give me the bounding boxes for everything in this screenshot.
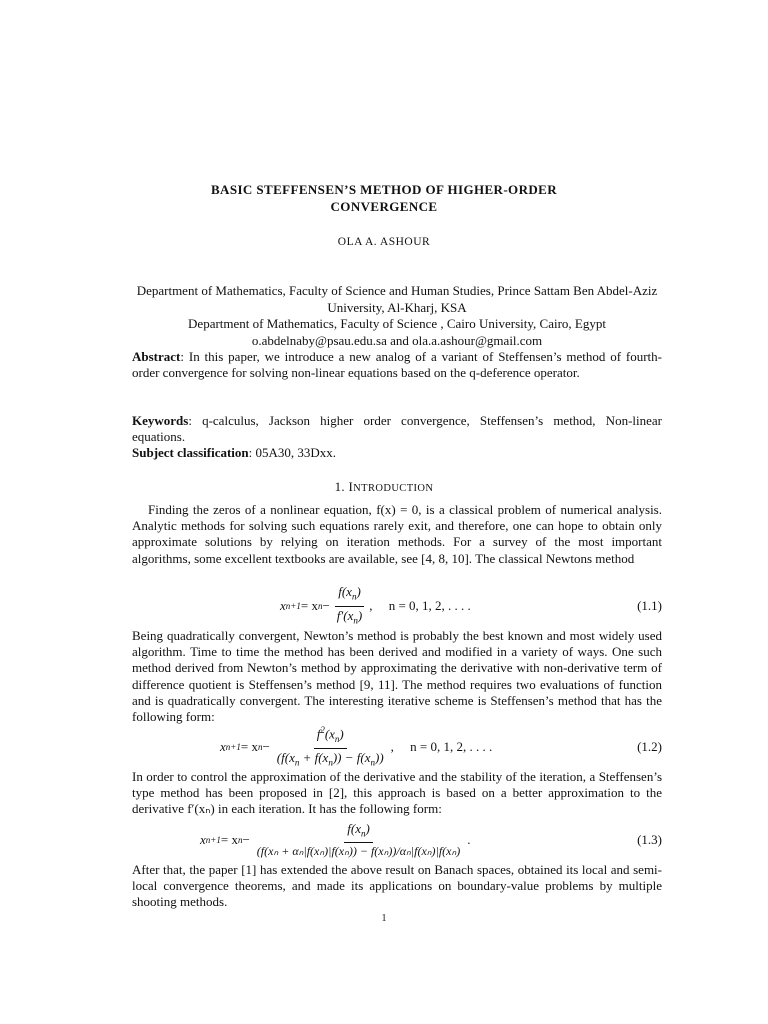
affiliation-2: Department of Mathematics, Faculty of Science , Cairo University, Cairo, Egypt bbox=[188, 316, 606, 331]
subject-text: : 05A30, 33Dxx. bbox=[248, 445, 337, 461]
abstract-label: Abstract bbox=[132, 349, 181, 364]
page-number: 1 bbox=[381, 913, 387, 924]
section-title-rest: NTRODUCTION bbox=[353, 483, 434, 494]
affiliation-1: Department of Mathematics, Faculty of Science and Human Studies, Prince Sattam Ben Abdel-Aziz University, Al-Kharj, KSA bbox=[136, 283, 658, 315]
abstract-text: : In this paper, we introduce a new analog of a variant of Steffensen’s method of fourth-order convergence for solving non-linear equations based on the q-deference operator. bbox=[132, 349, 662, 381]
keywords-block bbox=[132, 413, 662, 462]
title-line-1: BASIC STEFFENSEN’S METHOD OF HIGHER-ORDER bbox=[210, 182, 558, 197]
author-name: OLA A. ASHOUR bbox=[337, 236, 431, 248]
keywords-label: Keywords bbox=[132, 413, 189, 428]
paragraph-2: Being quadratically convergent, Newton’s method is probably the best known and most widely used algorithm. Time to time the method has been derived and modified in a variety of ways. One such method derived from Newton’s method by approximating the derivative with non-derivative term of difference quotient is Steffensen’s method [9, 11]. The method requires two evaluations of function and is quadratically convergent. The interesting iterative scheme is Steffensen’s method that has the following form: bbox=[132, 628, 662, 725]
fraction: $\frac{f^2(x_n)}{(f(x_n + f(x_n)) - f(x_n))}$ bbox=[276, 725, 384, 768]
affiliations bbox=[132, 283, 662, 349]
title-line-2: CONVERGENCE bbox=[330, 199, 438, 214]
equation-number: (1.2) bbox=[637, 739, 662, 754]
equation-number: (1.3) bbox=[637, 832, 662, 847]
equation-number: (1.1) bbox=[637, 598, 662, 613]
section-heading bbox=[0, 479, 768, 495]
paragraph-4: After that, the paper [1] has extended the above result on Banach spaces, obtained its local and semi-local convergence theorems, and made its applications on boundary-value problems by multiple shooting methods. bbox=[132, 862, 662, 910]
subject-label: Subject classification bbox=[132, 445, 249, 461]
paper-title bbox=[0, 181, 768, 215]
section-title-first: I bbox=[348, 479, 354, 494]
equation-1-1 bbox=[132, 583, 662, 626]
author-emails: o.abdelnaby@psau.edu.sa and ola.a.ashour@gmail.com bbox=[251, 332, 543, 348]
equation-1-3 bbox=[132, 820, 662, 860]
keywords-text: : q-calculus, Jackson higher order convergence, Steffensen’s method, Non-linear equations. bbox=[132, 413, 662, 445]
equation-1-3-body: x n+1 = x n − $\frac{f(x_n)}{\text{(f(xₙ + αₙ|f(xₙ)|f(xₙ)) − f(xₙ))/αₙ|f(xₙ)|f(xₙ)}}$ . bbox=[200, 820, 471, 859]
paragraph-1: Finding the zeros of a nonlinear equation, f(x) = 0, is a classical problem of numerical analysis. Analytic methods for solving such equations rarely exit, and therefore, one can hope to obtain only approximate solutions by relying on iteration methods. For a survey of the most important algorithms, some excellent textbooks are available, see [4, 8, 10]. The classical Newtons method bbox=[132, 502, 662, 566]
fraction: $\frac{f(x_n)}{f'(x_n)}$ bbox=[336, 583, 363, 626]
equation-1-1-body: x n+1 = x n − $\frac{f(x_n)}{f'(x_n)}$ , n = 0, 1, 2, . . . . bbox=[280, 586, 471, 626]
paragraph-3: In order to control the approximation of the derivative and the stability of the iteration, a Steffensen’s type method has been proposed in [2], this approach is based on a better approximation to the derivative f′(xₙ) in each iteration. It has the following form: bbox=[132, 769, 662, 817]
abstract bbox=[132, 349, 662, 381]
fraction: $\frac{f(x_n)}{\text{(f(xₙ + αₙ|f(xₙ)|f(xₙ)) − f(xₙ))/αₙ|f(xₙ)|f(xₙ)}}$ bbox=[256, 820, 461, 859]
section-number: 1. bbox=[334, 479, 349, 494]
equation-1-2-body: x n+1 = x n − $\frac{f^2(x_n)}{(f(x_n + f(x_n)) - f(x_n))}$ , n = 0, 1, 2, . . . . bbox=[220, 727, 492, 767]
equation-1-2 bbox=[132, 727, 662, 767]
